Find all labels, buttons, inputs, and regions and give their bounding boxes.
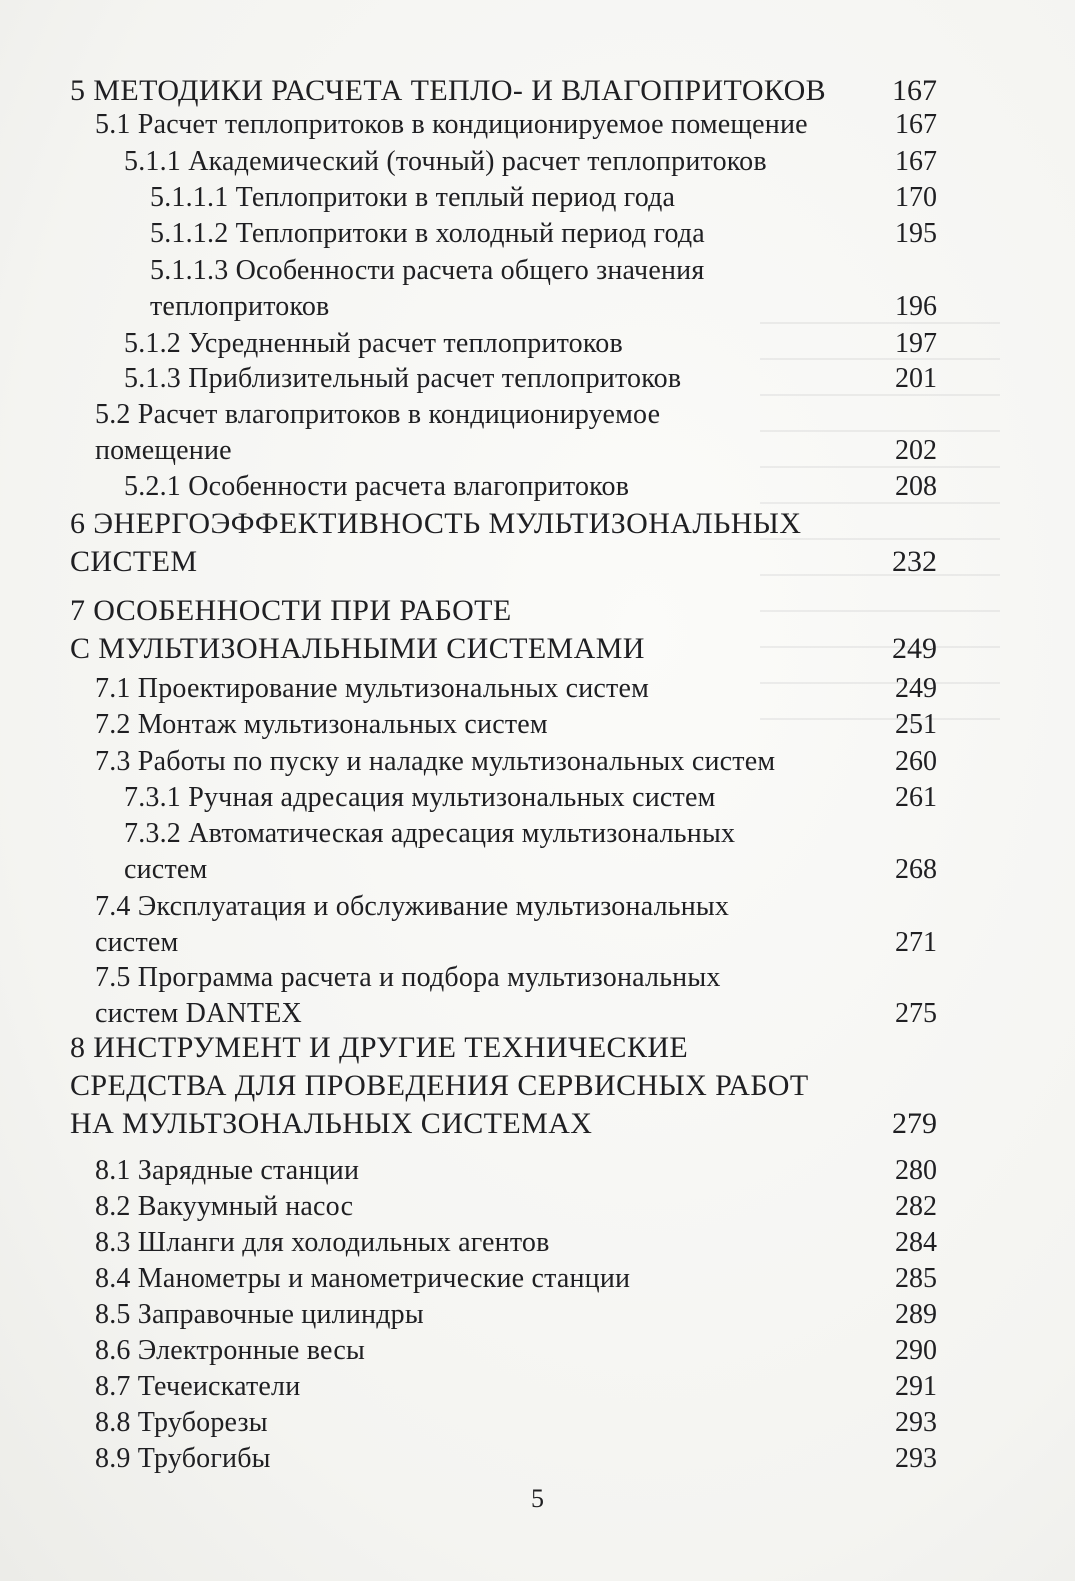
- toc-entry-title-line: 8.2 Вакуумный насос: [95, 1191, 354, 1222]
- toc-page-number: 208: [895, 471, 937, 502]
- toc-entry-title-line: 8.6 Электронные весы: [95, 1335, 365, 1366]
- toc-page-number: 196: [895, 291, 937, 322]
- toc-entry-title-line: 5.1.1 Академический (точный) расчет теплопритоков: [124, 146, 767, 177]
- toc-page-number: 232: [892, 545, 937, 578]
- toc-entry-title-line: НА МУЛЬТЗОНАЛЬНЫХ СИСТЕМАХ: [70, 1107, 593, 1140]
- toc-entry-title-line: 8 ИНСТРУМЕНТ И ДРУГИЕ ТЕХНИЧЕСКИЕ: [70, 1031, 689, 1064]
- toc-page-number: 289: [895, 1299, 937, 1330]
- toc-page-number: 279: [892, 1107, 937, 1140]
- toc-page-number: 275: [895, 998, 937, 1029]
- toc-entry-title-line: СРЕДСТВА ДЛЯ ПРОВЕДЕНИЯ СЕРВИСНЫХ РАБОТ: [70, 1069, 809, 1102]
- toc-entry-title-line: помещение: [95, 435, 232, 466]
- toc-page-number: 290: [895, 1335, 937, 1366]
- toc-page-number: 202: [895, 435, 937, 466]
- toc-entry-title-line: 5.1.1.1 Теплопритоки в теплый период года: [150, 182, 676, 213]
- toc-entry-title-line: 8.3 Шланги для холодильных агентов: [95, 1227, 550, 1258]
- toc-entry-title-line: 7.3 Работы по пуску и наладке мультизональных систем: [95, 746, 776, 777]
- toc-entry-title-line: 8.1 Зарядные станции: [95, 1155, 360, 1186]
- toc-entry-title-line: теплопритоков: [150, 291, 330, 322]
- toc-entry-title-line: систем: [95, 927, 179, 958]
- toc-entry-title-line: 8.5 Заправочные цилиндры: [95, 1299, 424, 1330]
- toc-entry-title-line: 5.2 Расчет влагопритоков в кондиционируемое: [95, 399, 661, 430]
- toc-entry-title-line: 8.9 Трубогибы: [95, 1443, 271, 1474]
- page-number: 5: [531, 1484, 544, 1513]
- toc-page-number: 167: [895, 146, 937, 177]
- toc-entry-title-line: 7.2 Монтаж мультизональных систем: [95, 709, 548, 740]
- toc-entry-title-line: 7.3.1 Ручная адресация мультизональных систем: [124, 782, 716, 813]
- toc-entry-title-line: С МУЛЬТИЗОНАЛЬНЫМИ СИСТЕМАМИ: [70, 632, 645, 665]
- toc-page-number: 293: [895, 1407, 937, 1438]
- toc-entry-title-line: 5.1 Расчет теплопритоков в кондиционируемое помещение: [95, 109, 808, 140]
- toc-page-number: 260: [895, 746, 937, 777]
- toc-entry-title-line: систем: [124, 854, 208, 885]
- toc-page-number: 249: [892, 632, 937, 665]
- toc-page-number: 261: [895, 782, 937, 813]
- toc-entry-title-line: 7.3.2 Автоматическая адресация мультизональных: [124, 818, 736, 849]
- toc-page-number: 282: [895, 1191, 937, 1222]
- toc-page-number: 284: [895, 1227, 937, 1258]
- toc-page-number: 293: [895, 1443, 937, 1474]
- toc-entry-title-line: 5 МЕТОДИКИ РАСЧЕТА ТЕПЛО- И ВЛАГОПРИТОКОВ: [70, 74, 827, 107]
- toc-entry-title-line: 5.2.1 Особенности расчета влагопритоков: [124, 471, 630, 502]
- toc-entry-title-line: 8.7 Течеискатели: [95, 1371, 301, 1402]
- toc-page-number: 197: [895, 328, 937, 359]
- toc-entry-title-line: 5.1.2 Усредненный расчет теплопритоков: [124, 328, 623, 359]
- toc-page-number: 170: [895, 182, 937, 213]
- toc-page-number: 251: [895, 709, 937, 740]
- toc-entry-title-line: 6 ЭНЕРГОЭФФЕКТИВНОСТЬ МУЛЬТИЗОНАЛЬНЫХ: [70, 507, 802, 540]
- toc-page-number: 291: [895, 1371, 937, 1402]
- toc-page-number: 271: [895, 927, 937, 958]
- toc-entry-title-line: 7.4 Эксплуатация и обслуживание мультизональных: [95, 891, 730, 922]
- toc-entry-title-line: 5.1.1.3 Особенности расчета общего значения: [150, 255, 705, 286]
- toc-entry-title-line: 8.4 Манометры и манометрические станции: [95, 1263, 631, 1294]
- toc-entry-title-line: 5.1.3 Приблизительный расчет теплопритоков: [124, 363, 682, 394]
- toc-entry-title-line: 8.8 Труборезы: [95, 1407, 268, 1438]
- toc-entry-title-line: 7 ОСОБЕННОСТИ ПРИ РАБОТЕ: [70, 594, 512, 627]
- toc-entry-title-line: 7.5 Программа расчета и подбора мультизональных: [95, 962, 721, 993]
- toc-entry-title-line: систем DANTEX: [95, 998, 302, 1029]
- toc-page-number: 167: [895, 109, 937, 140]
- toc-page-number: 249: [895, 673, 937, 704]
- toc-page-number: 285: [895, 1263, 937, 1294]
- toc-page-number: 201: [895, 363, 937, 394]
- toc-entry-title-line: 5.1.1.2 Теплопритоки в холодный период года: [150, 218, 705, 249]
- toc-page-number: 268: [895, 854, 937, 885]
- toc-page-number: 167: [892, 74, 937, 107]
- toc-page-number: 280: [895, 1155, 937, 1186]
- toc-entry-title-line: 7.1 Проектирование мультизональных систем: [95, 673, 650, 704]
- toc-page-number: 195: [895, 218, 937, 249]
- toc-entry-title-line: СИСТЕМ: [70, 545, 198, 578]
